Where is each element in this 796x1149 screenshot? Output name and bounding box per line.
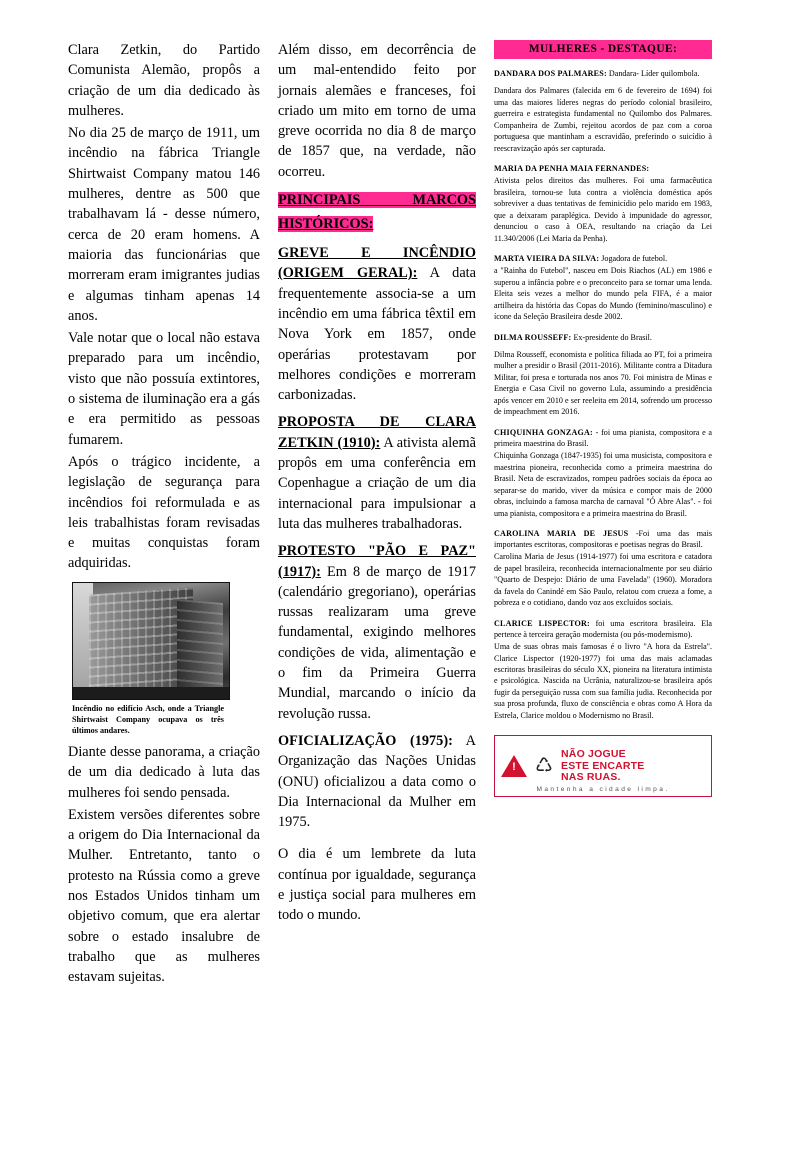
paragraph: No dia 25 de março de 1911, um incêndio na fábrica Triangle Shirtwaist Company matou 146 mulheres, dentre as 500 que trabalhavam lá - desse número, cerca de 20 eram homens. A maioria das funcionárias que morreram eram imigrantes judias e algumas tinham apenas 14 anos. — [68, 125, 260, 324]
paragraph: Existem versões diferentes sobre a origem do Dia Internacional da Mulher. Entretanto, tanto o protesto na Rússia como a greve nos Estados Unidos tinham um objetivo comum, que era alertar sobre o estado insalubre de trabalho que as mulheres estavam sujeitas. — [68, 806, 260, 986]
milestone-heading: OFICIALIZAÇÃO (1975): — [278, 732, 453, 749]
paragraph: Após o trágico incidente, a legislação de segurança para incêndios foi reformulada e as leis trabalhistas foram revisadas e muitas conquistas foram adquiridas. — [68, 453, 260, 572]
litter-bin-icon: ♺ — [535, 755, 553, 778]
entry-lead — [494, 163, 712, 174]
entry-body: Ativista pelos direitos das mulheres. Foi uma farmacêutica brasileira, tornou-se luta contra a violência doméstica após sobreviver a duas tentativas de feminicídio pelo marido em 1983, que a deixaram paraplégica. Devido à impunidade do agressor, denunciou o caso à OEA, resultando na criação da Lei 11.340/2006 (Lei Maria da Penha). — [494, 176, 712, 243]
milestone-item — [278, 731, 476, 832]
entry-name: MARTA VIEIRA DA SILVA: — [494, 254, 600, 264]
figure-caption: Incêndio no edifício Asch, onde a Triangle Shirtwaist Company ocupava os três últimos andares. — [72, 703, 224, 735]
milestone-item — [278, 541, 476, 724]
photo-building-side — [177, 599, 223, 699]
column-middle — [278, 40, 476, 1119]
milestone-heading: GREVE E INCÊNDIO (ORIGEM GERAL): — [278, 245, 476, 282]
entry-body: Dilma Rousseff, economista e política filiada ao PT, foi a primeira mulher a presidir o Brasil (2011-2016). Militante contra a Ditadura Militar, foi presa e torturada nos anos 70. Foi ministra de Minas e Energia e Casa Civil no governo Lula, assumindo a presidência após vencer em 2010 e ser reeleita em 2014, sofrendo um processo de impeachment em 2016. — [494, 349, 712, 417]
milestone-item — [278, 412, 476, 534]
highlight-entry — [494, 332, 712, 418]
entry-body: Dandara dos Palmares (falecida em 6 de fevereiro de 1694) foi uma das maiores líderes negras do período colonial brasileiro, guerreira e estrategista fundamental no Quilombo dos Palmares. Companheira de Zumbi, rejeitou acordos de paz com a coroa portuguesa que mantinham a escravidão, preferindo o suicídio à reescravização após ser capturada. — [494, 86, 712, 153]
closing-paragraph: O dia é um lembrete da luta contínua por igualdade, segurança e justiça social para mulheres em todo o mundo. — [278, 846, 476, 924]
entry-body: a "Rainha do Futebol", nasceu em Dois Riachos (AL) em 1986 e superou a infância pobre e o preconceito para se tornar uma lenda. Eleita seis vezes a melhor do mundo pela FIFA, é a maior artilheira da história das Copas do Mundo (feminino/masculino) e ícone da Seleção Brasileira desde 2002. — [494, 266, 712, 322]
entry-body: Carolina Maria de Jesus (1914-1977) foi uma escritora e catadora de papel brasileira, reconhecida internacionalmente por seu diário "Quarto de Despejo: Diário de uma Favelada" (1960). Moradora da favela do Canindé em São Paulo, relatou com crueza a fome, a pobreza e o cotidiano, dando voz aos excluídos sociais. — [494, 552, 712, 608]
paragraph: Clara Zetkin, do Partido Comunista Alemão, propôs a criação de um dia dedicado às mulheres. — [68, 42, 260, 119]
notice-line-3: NAS RUAS. — [561, 771, 621, 784]
entry-body: Uma de suas obras mais famosas é o livro "A hora da Estrela". Clarice Lispector (1920-1977) foi uma das mais aclamadas escritoras brasileiras do século XX, pioneira na literatura intimista e psicológica. Nascida na Ucrânia, naturalizou-se brasileira após fugir da perseguição russa com sua família judia. Reconhecida por sua prosa profunda, fluxo de consciência e obras como A Hora da Estrela, Clarice moldou o Modernismo no Brasil. — [494, 642, 712, 720]
highlight-entry — [494, 618, 712, 722]
notice-line-2: ESTE ENCARTE — [561, 759, 645, 772]
highlight-entry — [494, 163, 712, 244]
milestone-text: A ativista alemã propôs em uma conferência em Copenhague a criação de um dia internacional para impulsionar a luta das mulheres trabalhadoras. — [278, 434, 476, 532]
paragraph: Vale notar que o local não estava preparado para um incêndio, visto que não possuía extintores, o sistema de iluminação era a gás e era permitido as pessoas fumarem. — [68, 330, 260, 448]
section-title-historic-milestones: PRINCIPAIS MARCOS HISTÓRICOS: — [278, 192, 476, 233]
entry-name: CAROLINA MARIA DE JESUS — [494, 528, 629, 538]
entry-name: MARIA DA PENHA MAIA FERNANDES: — [494, 164, 650, 174]
entry-lead — [494, 427, 712, 449]
entry-lead-text: Ex-presidente do Brasil. — [571, 332, 652, 342]
paragraph: Diante desse panorama, a criação de um dia dedicado à luta das mulheres foi sendo pensada. — [68, 743, 260, 801]
entry-name: CLARICE LISPECTOR: — [494, 618, 590, 628]
photo-street — [73, 687, 230, 699]
entry-lead — [494, 618, 712, 640]
warning-exclamation: ! — [512, 760, 516, 773]
notice-line-1: NÃO JOGUE — [561, 747, 626, 760]
section-title-wrap — [278, 188, 476, 236]
notice-footer: Mantenha a cidade limpa. — [536, 786, 670, 794]
milestone-text: Em 8 de março de 1917 (calendário gregoriano), operárias russas realizaram uma greve fundamental, exigindo melhores condições de vida, alimentação e o fim da Primeira Guerra Mundial, marcando o início da revolução russa. — [278, 563, 476, 722]
entry-lead-text: Jogadora de futebol. — [599, 254, 668, 264]
entry-lead-text: -Foi uma das mais importantes escritoras, compositoras e poetisas negras do Brasil. — [494, 528, 712, 550]
highlight-entry — [494, 427, 712, 519]
milestone-text: A Organização das Nações Unidas (ONU) oficializou a data como o Dia Internacional da Mulher em 1975. — [278, 732, 476, 831]
entry-name: DANDARA DOS PALMARES: — [494, 69, 607, 78]
entry-lead — [494, 68, 712, 79]
column-left — [68, 40, 260, 1119]
notice-message — [559, 749, 705, 784]
milestone-heading: PROTESTO "PÃO E PAZ" (1917): — [278, 543, 476, 580]
photo-asch-building — [72, 582, 230, 700]
entry-lead — [494, 253, 712, 264]
entry-body: Chiquinha Gonzaga (1847-1935) foi uma musicista, compositora e maestrina pioneira, reconhecida como a primeira maestrina do Brasil. Neta de escravizados, rompeu padrões sociais da época ao separar-se do marido, viver da música e compor mais de 2000 obras, incluindo a famosa marcha de carnaval "Ó Abre Alas". - foi uma pianista, compositora e a primeira maestrina do Brasil. — [494, 451, 712, 518]
highlight-entry — [494, 528, 712, 609]
entry-lead — [494, 528, 712, 550]
entry-name: DILMA ROUSSEFF: — [494, 332, 572, 342]
warning-triangle-icon — [501, 755, 527, 778]
highlight-entry — [494, 68, 712, 154]
milestone-heading: PROPOSTA DE CLARA ZETKIN (1910): — [278, 414, 476, 451]
entry-name: CHIQUINHA GONZAGA: — [494, 427, 593, 437]
highlight-entry — [494, 253, 712, 323]
milestone-item — [278, 243, 476, 405]
figure-fire-photo — [68, 582, 260, 736]
paragraph: Além disso, em decorrência de um mal-entendido feito por jornais alemães e franceses, foi criado um mito em torno de uma greve ocorrida no dia 8 de março de 1857 que, na verdade, não ocorreu. — [278, 42, 476, 180]
three-column-layout — [68, 40, 744, 1119]
milestone-text: A data frequentemente associa-se a um incêndio em uma fábrica têxtil em Nova York em 1857, onde operárias protestavam por melhores condições e morreram carbonizadas. — [278, 265, 476, 404]
entry-lead-text: Dandara- Líder quilombola. — [606, 69, 700, 78]
entry-lead-text: foi uma escritora brasileira. Ela pertence à terceira geração modernista (ou pós-modernismo). — [494, 618, 713, 639]
notice-box-do-not-litter — [494, 735, 712, 797]
entry-lead — [494, 332, 712, 343]
column-right-sidebar — [494, 40, 712, 1119]
entry-lead-text: - foi uma pianista, compositora e a primeira maestrina do Brasil. — [494, 427, 712, 448]
sidebar-header-highlight: MULHERES - DESTAQUE: — [494, 40, 712, 59]
